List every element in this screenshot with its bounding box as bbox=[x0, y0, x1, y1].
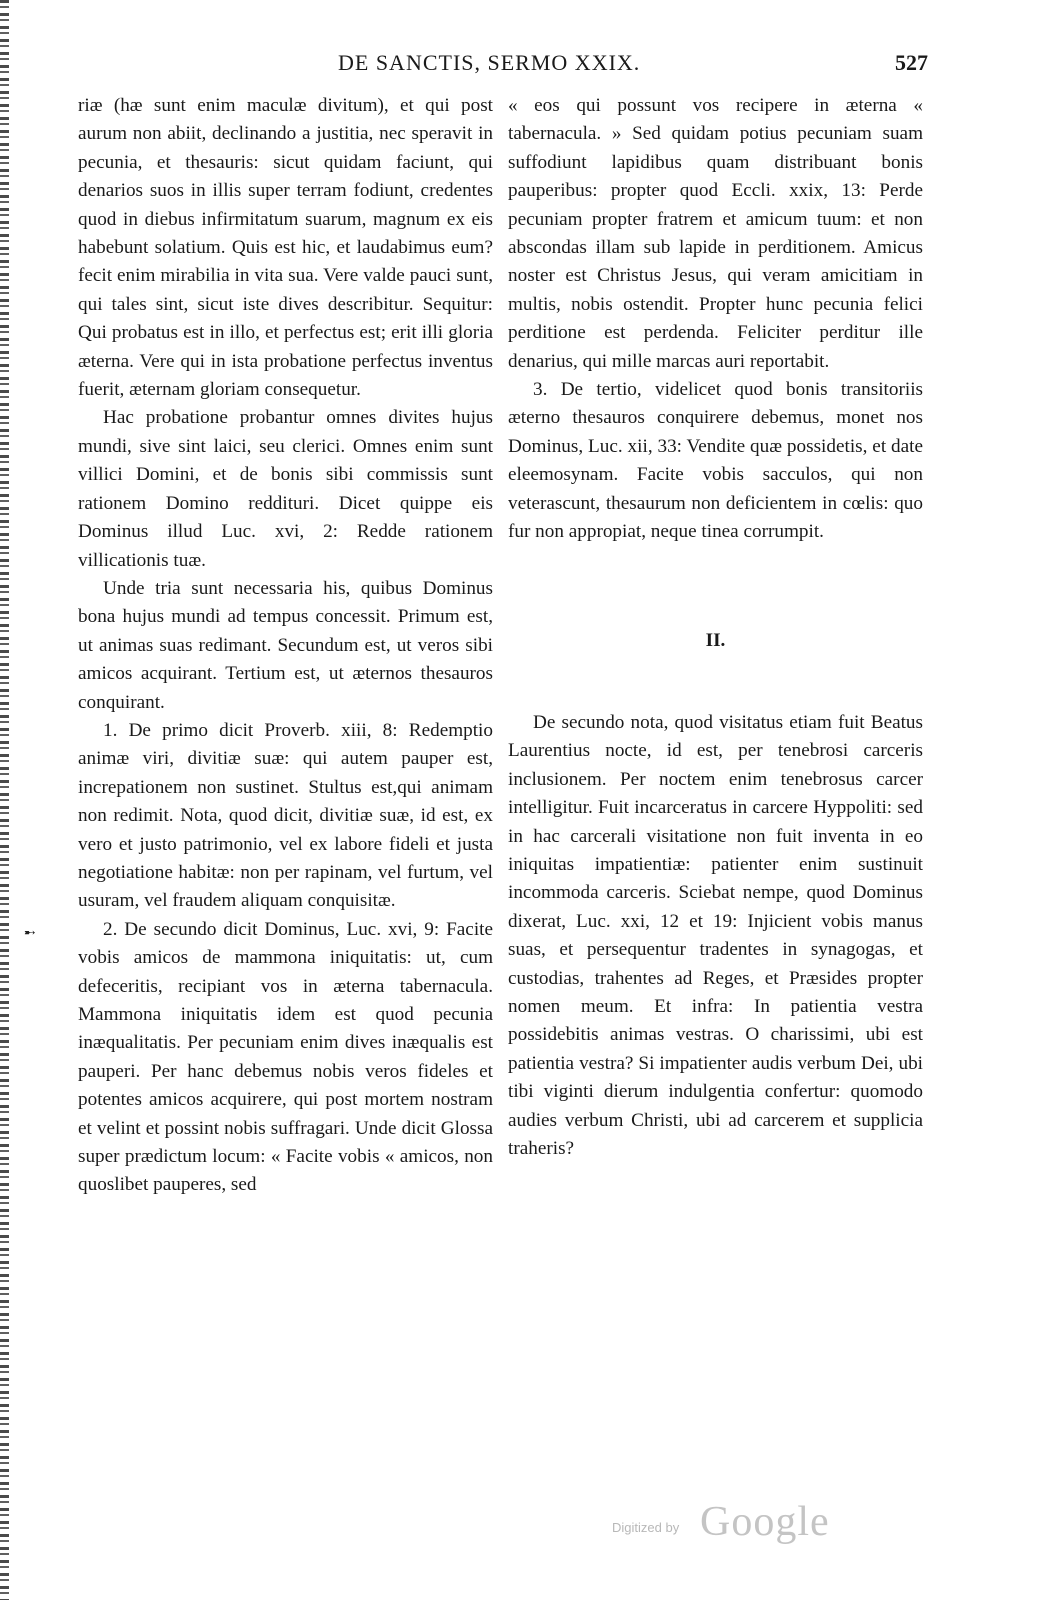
paragraph: Hac probatione probantur omnes divites hujus mundi, sive sint laici, seu clerici. Omnes enim sunt villici Domini, et de bonis sibi commissis sunt rationem Domino reddituri. Dicet quippe eis Dominus illud Luc. xvi, 2: Redde rationem villicationis tuæ. bbox=[78, 407, 493, 571]
paragraph: 1. De primo dicit Proverb. xiii, 8: Redemptio animæ viri, divitiæ suæ: qui autem pauper est, increpationem non sustinet. Stultus est,qui animam non redimit. Nota, quod dicit, divitiæ suæ, id est, ex vero et justo patrimonio, vel ex labore fideli et justa negotiatione habitæ: non per rapinam, vel furtum, vel usuram, vel fraudem aliquam conquisitæ. bbox=[78, 719, 493, 912]
paragraph: 2. De secundo dicit Dominus, Luc. xvi, 9: Facite vobis amicos de mammona iniquitatis: ut, cum defeceritis, recipiant vos in æterna tabernacula. Mammona iniquitatis idem est quod pecunia inæqualitatis. Per pecuniam enim dives inæqualis est pauperi. Per hanc debemus nobis veros fideles et potentes amicos acquirere, qui post mortem nostram et velint et possint nobis suffragari. Unde dicit Glossa super prædictum locum: « Facite vobis « amicos, non quoslibet pauperes, sed bbox=[78, 918, 493, 1196]
paragraph: « eos qui possunt vos recipere in æterna « tabernacula. » Sed quidam potius pecuniam suam suffodiunt lapidibus quam distribuant bonis pauperibus: propter quod Eccli. xxix, 13: Perde pecuniam propter fratrem et amicum tuum: et non abscondas illam sub lapide in perditionem. Amicus noster est Christus Jesus, qui veram amicitiam in multis, nobis ostendit. Propter hunc pecunia felici perditione est perdenda. Feliciter perditur ille denarius, qui mille marcas auri reportabit. bbox=[508, 95, 923, 372]
paragraph: riæ (hæ sunt enim maculæ divitum), et qui post aurum non abiit, declinando a justitia, nec speravit in pecunia, et thesauris: sicut quidam faciunt, qui denarios suos in illis super terram fodiunt, credentes quod in diebus infirmitatum suarum, magnum ex eis habebunt solatium. Quis est hic, et laudabimus eum? fecit enim mirabilia in vita sua. Vere valde pauci sunt, qui tales sint, sicut iste dives describitur. Sequitur: Qui probatus est in illo, et perfectus est; erit illi gloria æterna. Vere qui in ista probatione perfectus inventus fuerit, æternam gloriam consequetur. bbox=[78, 95, 493, 401]
left-column bbox=[78, 92, 493, 1200]
paragraph: 3. De tertio, videlicet quod bonis transitoriis æterno thesauros conquirere debemus, monet nos Dominus, Luc. xii, 33: Vendite quæ possidetis, et date eleemosynam. Facite vobis sacculos, qui non veterascunt, thesaurum non deficientem in cœlis: quo fur non appropiat, neque tinea corrumpit. bbox=[508, 379, 923, 543]
digitized-by-label: Digitized by bbox=[612, 1520, 680, 1535]
section-heading: II. bbox=[705, 629, 726, 651]
page-header bbox=[78, 50, 928, 80]
book-spine-edge bbox=[0, 0, 9, 1600]
digitization-watermark bbox=[612, 1498, 852, 1548]
paragraph: Unde tria sunt necessaria his, quibus Dominus bona hujus mundi ad tempus concessit. Primum est, ut animas suas redimant. Secundum est, ut veros sibi amicos acquirant. Tertium est, ut æternos thesauros conquirant. bbox=[78, 577, 493, 713]
google-logo: Google bbox=[700, 1499, 830, 1545]
running-title: DE SANCTIS, SERMO XXIX. bbox=[338, 50, 641, 75]
paragraph: De secundo nota, quod visitatus etiam fuit Beatus Laurentius nocte, id est, per tenebrosi carceris inclusionem. Per noctem enim tenebrosus carcer intelligitur. Fuit incarceratus in carcere Hyppoliti: sed in hac carcerali visitatione non fuit inventa in eo iniquitas impatientiæ: patienter enim sustinuit incommoda carceris. Sciebat nempe, quod Dominus dixerat, Luc. xxi, 12 et 19: Injicient vobis manus suas, et persequentur tradentes in synagogas, et custodias, trahentes ad Reges, et Præsides propter nomen meum. Et infra: In patientia vestra possidebitis animas vestras. O charissimi, ubi est patientia vestra? Si impatienter audis verbum Dei, ubi tibi viginti dierum indulgentia confertur: quomodo audies verbum Christi, ubi ad carcerem et supplicia traheris? bbox=[508, 711, 923, 1159]
page-number: 527 bbox=[895, 50, 928, 75]
right-column bbox=[508, 92, 923, 1163]
margin-arrow-mark: ➸ bbox=[24, 926, 36, 941]
